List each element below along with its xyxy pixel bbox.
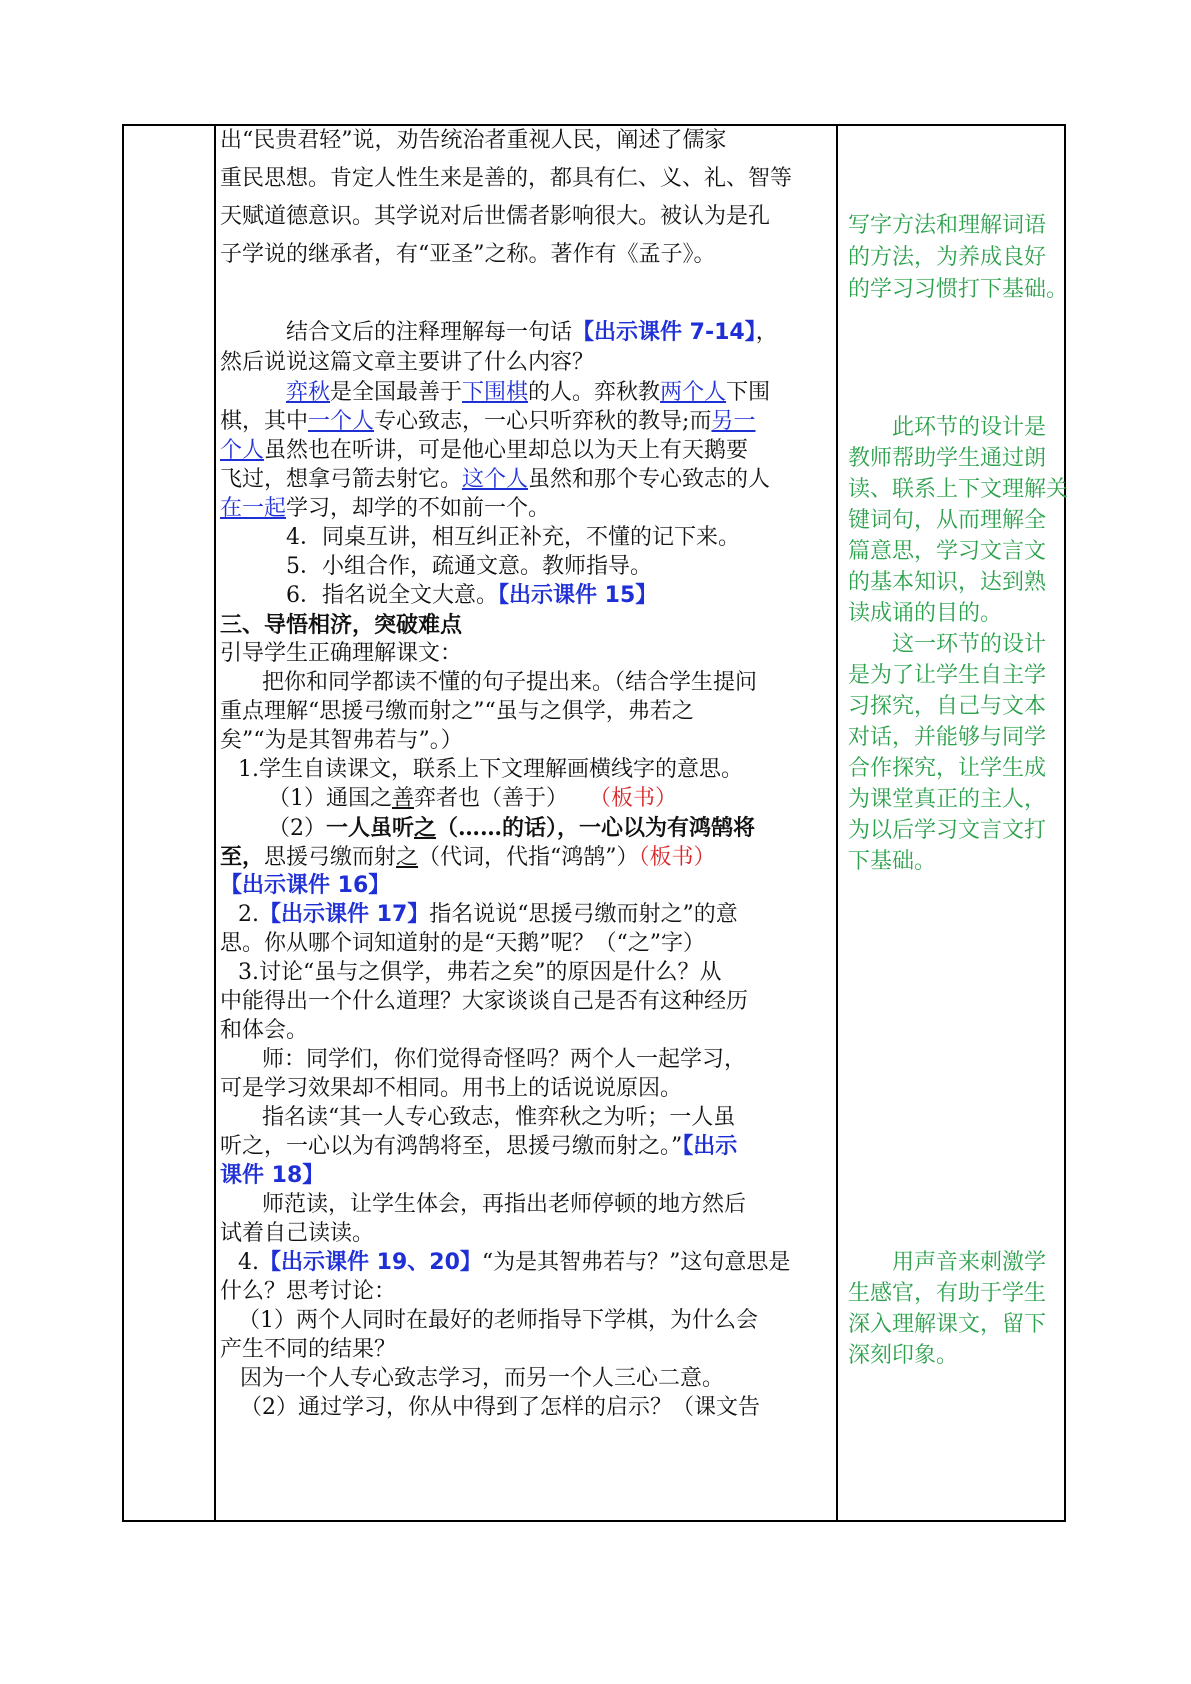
text-line: （2）通过学习，你从中得到了怎样的启示？（课文告 [240,1395,760,1420]
courseware-tag: 【出示 [682,1134,738,1159]
text-line: 思。你从哪个词知道射的是“天鹅”呢？（“之”字） [220,931,705,956]
text-segment: 思援弓缴而射 [264,845,397,870]
design-note: 深入理解课文，留下 [848,1312,1047,1337]
text-line [220,1132,737,1162]
text-line: 重民思想。肯定人性生来是善的，都具有仁、义、礼、智等 [220,166,793,191]
text-line [268,784,677,814]
gloss-link[interactable]: 在一起 [220,496,287,521]
courseware-tag: 【出示课件 7-14】 [572,320,756,345]
text-line [220,407,755,437]
gloss-link[interactable]: 两个人 [660,380,727,405]
text-line [238,900,738,930]
text-line: 可是学习效果却不相同。用书上的话说说原因。 [220,1076,683,1101]
text-segment: 专心致志，一心只听弈秋的教导;而 [374,409,712,434]
text-segment: “为是其智弗若与？”这句意思是 [481,1250,791,1275]
text-segment: 弈者也（善于） [414,786,569,811]
text-line: 出“民贵君轻”说，劝告统治者重视人民，阐述了儒家 [220,128,727,153]
text-line: 什么？思考讨论： [220,1279,397,1304]
text-line [220,494,550,524]
courseware-tag: 【出示课件 17】 [259,902,430,927]
courseware-tag: 【出示课件 19、20】 [259,1250,482,1275]
section-heading: 三、导悟相济，突破难点 [220,612,463,638]
text-line: 和体会。 [220,1018,309,1043]
text-segment: ， [755,320,778,345]
text-line: （1）两个人同时在最好的老师指导下学棋，为什么会 [238,1308,758,1333]
gloss-link[interactable]: 个人 [220,438,265,463]
text-line [220,842,716,873]
gloss-link[interactable]: 另一 [711,409,756,434]
design-note: 此环节的设计是 [892,415,1047,440]
gloss-link[interactable]: 弈秋 [286,380,331,405]
text-line: 天赋道德意识。其学说对后世儒者影响很大。被认为是孔 [220,204,771,229]
board-note: （板书） [638,845,716,870]
text-line [220,436,748,466]
design-note: 习探究，自己与文本 [848,694,1047,719]
text-segment: 6．指名说全文大意。 [286,583,498,608]
text-segment: 是全国最善于 [330,380,463,405]
design-note: 深刻印象。 [848,1343,959,1368]
text-segment: （代词，代指“鸿鹄”） [418,845,639,870]
design-note: 写字方法和理解词语 [848,213,1047,238]
courseware-tag: 【出示课件 16】 [220,873,391,898]
text-line: 指名读“其一人专心致志，惟弈秋之为听；一人虽 [262,1105,736,1130]
text-line: 师范读，让学生体会，再指出老师停顿的地方然后 [262,1192,747,1217]
text-line: 1.学生自读课文，联系上下文理解画横线字的意思。 [238,757,743,782]
text-segment: 虽然和那个专心致志的人 [528,467,771,492]
text-line: 产生不同的结果？ [220,1337,397,1362]
courseware-tag: 课件 18】 [220,1163,325,1188]
text-line [268,813,755,844]
design-note: 的方法，为养成良好 [848,245,1047,270]
text-segment: 结合文后的注释理解每一句话 [286,320,573,345]
text-segment: 学习，却学的不如前一个。 [286,496,551,521]
text-segment: 飞过，想拿弓箭去射它。 [220,467,463,492]
text-line: 中能得出一个什么道理？大家谈谈自己是否有这种经历 [220,989,749,1014]
gloss-link[interactable]: 一个人 [308,409,375,434]
design-note: 读、联系上下文理解关 [848,477,1069,502]
board-note: （板书） [589,786,678,811]
design-note: 这一环节的设计 [892,632,1047,657]
design-note: 的学习习惯打下基础。 [848,277,1069,302]
design-note: 键词句，从而理解全 [848,508,1047,533]
text-line: 3.讨论“虽与之俱学，弗若之矣”的原因是什么？从 [238,960,722,985]
text-line: 试着自己读读。 [220,1221,375,1246]
underlined-char: 善 [392,786,415,811]
design-note: 教师帮助学生通过朗 [848,446,1047,471]
underlined-char: 之 [414,815,437,841]
text-segment: 听之，一心以为有鸿鹄将至，思援弓缴而射之。” [220,1134,683,1159]
text-segment: 2. [238,902,259,927]
text-segment: 指名说说“思援弓缴而射之”的意 [429,902,738,927]
text-line: 然后说说这篇文章主要讲了什么内容？ [220,350,595,375]
text-segment: （……的话），一心以为有鸿鹄将 [436,815,756,841]
design-note: 生感官，有助于学生 [848,1281,1047,1306]
design-note: 为课堂真正的主人， [848,787,1047,812]
text-segment: （1）通国之 [268,786,392,811]
text-line: 4．同桌互讲，相互纠正补充，不懂的记下来。 [286,525,740,550]
text-segment: 至， [220,844,265,870]
text-segment: 的人。弈秋教 [528,380,661,405]
text-segment: 一人虽听 [326,815,415,841]
design-note: 用声音来刺激学 [892,1250,1047,1275]
design-note: 读成诵的目的。 [848,601,1003,626]
underlined-char: 之 [396,845,419,870]
design-notes-column [838,126,1069,1520]
design-note: 对话，并能够与同学 [848,725,1047,750]
text-line: 矣”“为是其智弗若与”。） [220,728,463,753]
text-segment: 棋，其中 [220,409,309,434]
text-segment: 4. [238,1250,259,1275]
design-note: 为以后学习文言文打 [848,818,1047,843]
text-segment: 虽然也在听讲，可是他心里却总以为天上有天鹅要 [264,438,749,463]
text-line [238,1248,790,1278]
text-line [286,378,770,408]
design-note: 是为了让学生自主学 [848,663,1047,688]
text-line: 因为一个人专心致志学习，而另一个人三心二意。 [240,1366,725,1391]
text-line: 5．小组合作，疏通文意。教师指导。 [286,554,652,579]
text-line: 引导学生正确理解课文： [220,641,463,666]
gloss-link[interactable]: 这个人 [462,467,529,492]
gloss-link[interactable]: 下围棋 [462,380,529,405]
design-note: 篇意思，学习文言文 [848,539,1047,564]
courseware-tag: 【出示课件 15】 [498,583,658,608]
text-line: 重点理解“思援弓缴而射之”“虽与之俱学，弗若之 [220,699,694,724]
design-note: 合作探究，让学生成 [848,756,1047,781]
text-line: 把你和同学都读不懂的句子提出来。（结合学生提问 [262,670,758,695]
lesson-content-column [216,126,836,1520]
design-note: 的基本知识，达到熟 [848,570,1047,595]
text-segment: 下围 [726,380,771,405]
design-note: 下基础。 [848,849,937,874]
text-line [220,465,770,495]
text-line [286,318,778,348]
text-segment: （2） [268,816,326,841]
text-line: 子学说的继承者，有“亚圣”之称。著作有《孟子》。 [220,242,716,267]
text-line: 师：同学们，你们觉得奇怪吗？两个人一起学习， [262,1047,747,1072]
text-line [286,581,657,611]
lesson-plan-table [122,124,1069,1522]
